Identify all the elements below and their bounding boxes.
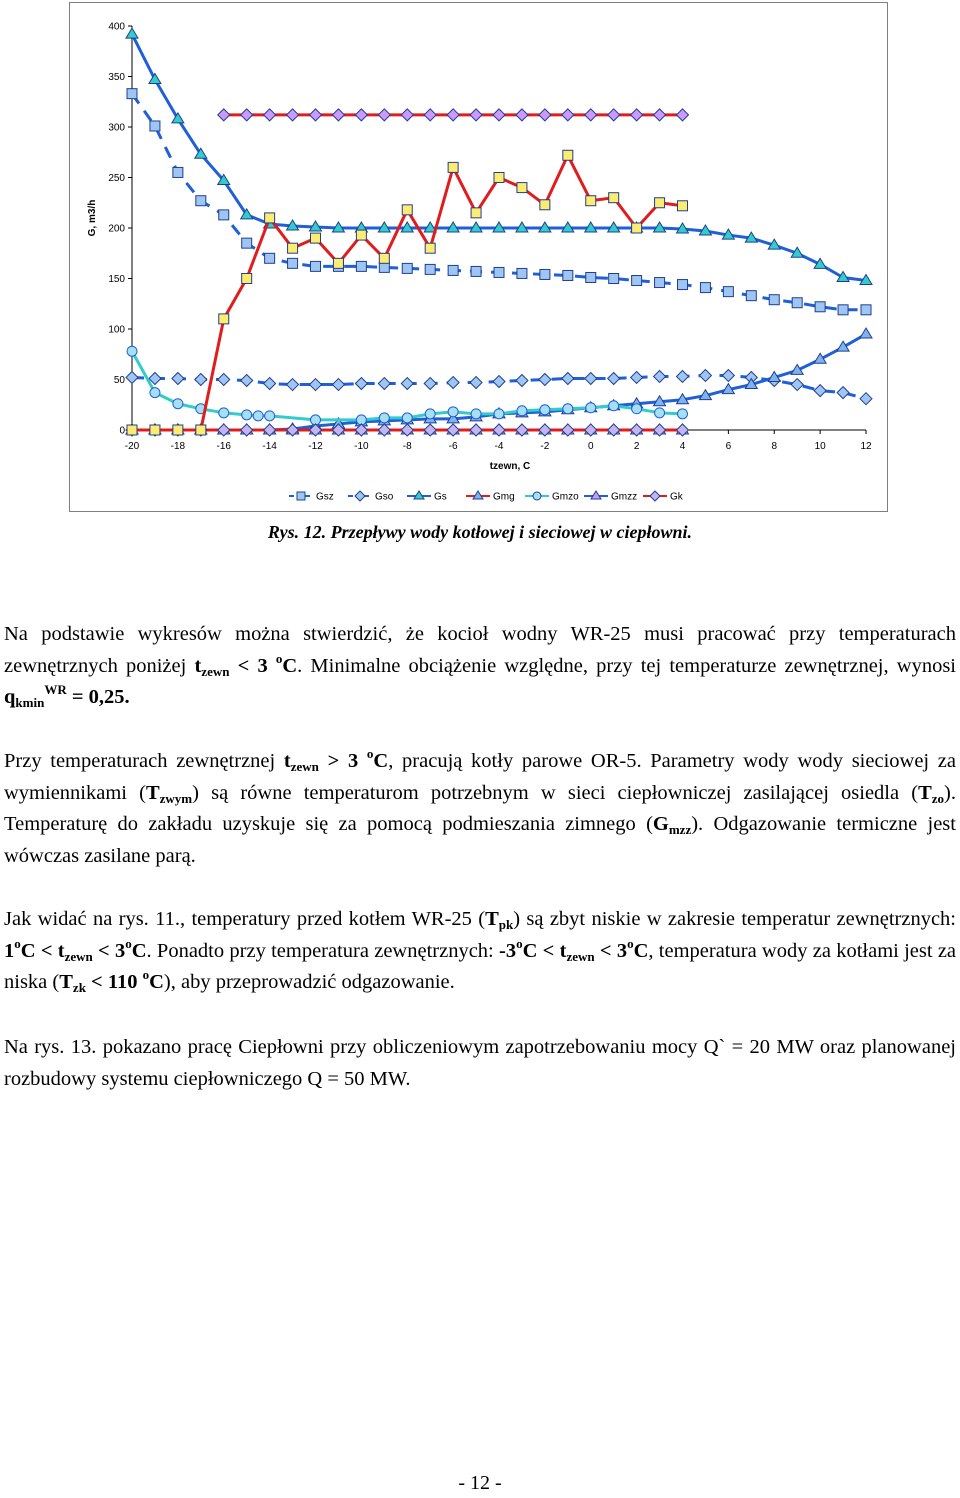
- data-point: [563, 404, 573, 414]
- data-point: [448, 265, 458, 275]
- data-point: [586, 403, 596, 413]
- data-point: [126, 371, 138, 383]
- data-point: [264, 109, 276, 121]
- data-point: [700, 283, 710, 293]
- data-point: [769, 295, 779, 305]
- x-tick-label: -2: [540, 441, 550, 452]
- data-point: [218, 109, 230, 121]
- y-tick-label: 0: [119, 425, 125, 437]
- x-tick-label: -8: [402, 441, 412, 452]
- data-point: [517, 268, 527, 278]
- legend-item-gmg: [466, 491, 515, 503]
- series-gs: [126, 28, 872, 284]
- data-point: [448, 407, 458, 417]
- data-point: [402, 205, 412, 215]
- data-point: [310, 109, 322, 121]
- legend-swatch-marker: [297, 492, 305, 500]
- data-point: [401, 109, 413, 121]
- data-point: [609, 193, 619, 203]
- data-point: [677, 109, 689, 121]
- data-point: [355, 378, 367, 390]
- data-point: [378, 378, 390, 390]
- data-point: [655, 198, 665, 208]
- data-point: [379, 262, 389, 272]
- series-gso: [126, 369, 872, 404]
- data-point: [379, 253, 389, 263]
- data-point: [196, 425, 206, 435]
- data-point: [172, 372, 184, 384]
- data-point: [195, 374, 207, 386]
- data-point: [242, 410, 252, 420]
- x-tick-label: 2: [633, 441, 640, 452]
- x-tick-label: 12: [860, 441, 872, 452]
- data-point: [356, 230, 366, 240]
- y-tick-label: 100: [108, 324, 125, 336]
- data-point: [517, 406, 527, 416]
- x-tick-label: -12: [308, 441, 323, 452]
- y-tick-label: 200: [108, 223, 125, 235]
- data-point: [471, 409, 481, 419]
- data-point: [402, 413, 412, 423]
- page-number: - 12 -: [458, 1472, 502, 1494]
- x-tick-label: -18: [170, 441, 186, 452]
- legend-label: Gso: [375, 491, 394, 503]
- data-point: [150, 425, 160, 435]
- data-point: [609, 401, 619, 411]
- data-point: [654, 109, 666, 121]
- data-point: [471, 266, 481, 276]
- data-point: [678, 409, 688, 419]
- data-point: [861, 305, 871, 315]
- data-point: [493, 376, 505, 388]
- data-point: [402, 263, 412, 273]
- data-point: [173, 425, 183, 435]
- data-point: [493, 109, 505, 121]
- legend-label: Gk: [670, 491, 683, 503]
- x-axis-title: tzewn, C: [489, 461, 531, 472]
- y-tick-label: 250: [108, 173, 125, 184]
- data-point: [288, 258, 298, 268]
- x-tick-label: -10: [354, 441, 369, 452]
- data-point: [448, 162, 458, 172]
- paragraph-2: Przy temperaturach zewnętrznej $t_{zewn} > 3$ $^o$C, pracują kotły parowe OR-5. Parametry wody wody sieciowej za wymiennikami $(T_{zwym})$ są równe temperaturom potrzebnym w sieci ciepłowniczej zasilającej osiedla $(T_{zo})$. Temperaturę do zakładu uzyskuje się za pomocą podmieszania zimnego $(G_{mzz})$. Odgazowanie termiczne jest wówczas zasilane parą.: [4, 746, 957, 867]
- paragraph-3: Jak widać na rys. 11., temperatury przed kotłem WR-25 $(T_{pk})$ są zbyt niskie w zakresie temperatur zewnętrznych: $1^oC < t_{zewn} < 3^oC$. Ponadto przy temperatura zewnętrznych: $-3^oC < t_{zewn} < 3^oC$, temperatura wody za kotłami jest za niska ($T_{zk} < 110$ $^o$C), aby przeprowadzić odgazowanie.: [4, 908, 957, 995]
- data-point: [563, 150, 573, 160]
- data-point: [746, 291, 756, 301]
- data-point: [494, 409, 504, 419]
- data-point: [539, 109, 551, 121]
- data-point: [677, 370, 689, 382]
- data-point: [792, 298, 802, 308]
- data-point: [265, 213, 275, 223]
- data-point: [379, 413, 389, 423]
- data-point: [837, 387, 849, 399]
- data-point: [264, 378, 276, 390]
- data-point: [149, 74, 161, 84]
- legend-item-gk: [643, 491, 684, 503]
- data-point: [655, 278, 665, 288]
- legend-item-gmzo: [525, 492, 579, 503]
- data-point: [424, 109, 436, 121]
- data-point: [540, 405, 550, 415]
- data-point: [563, 270, 573, 280]
- data-point: [470, 109, 482, 121]
- data-point: [287, 109, 299, 121]
- data-point: [631, 109, 643, 121]
- y-tick-label: 350: [108, 72, 125, 83]
- x-tick-label: -6: [448, 441, 458, 452]
- data-point: [173, 167, 183, 177]
- legend-item-gmzz: [584, 491, 637, 503]
- data-point: [494, 173, 504, 183]
- data-point: [425, 264, 435, 274]
- data-point: [219, 314, 229, 324]
- data-point: [311, 261, 321, 271]
- data-point: [332, 109, 344, 121]
- data-point: [127, 346, 137, 356]
- series-group: [126, 28, 872, 436]
- paragraph-4: Na rys. 13. pokazano pracę Ciepłowni przy obliczeniowym zapotrzebowaniu mocy Q` = 20 MW oraz planowanej rozbudowy systemu ciepłowniczego Q = 50 MW.: [4, 1036, 956, 1090]
- y-axis-title: G, m3/h: [87, 199, 98, 237]
- data-point: [585, 109, 597, 121]
- data-point: [860, 328, 872, 338]
- data-point: [562, 109, 574, 121]
- x-tick-label: 4: [679, 441, 686, 452]
- x-tick-label: 0: [587, 441, 594, 452]
- x-tick-label: 8: [771, 441, 778, 452]
- data-point: [678, 201, 688, 211]
- data-point: [655, 408, 665, 418]
- data-point: [447, 109, 459, 121]
- x-tick-label: -16: [216, 441, 231, 452]
- data-point: [424, 378, 436, 390]
- data-point: [814, 385, 826, 397]
- series-unlabeled-8: [218, 109, 689, 121]
- data-point: [540, 200, 550, 210]
- data-point: [401, 378, 413, 390]
- data-point: [838, 305, 848, 315]
- legend-label: Gmg: [493, 491, 515, 503]
- data-point: [288, 243, 298, 253]
- data-point: [471, 208, 481, 218]
- data-point: [632, 404, 642, 414]
- x-tick-label: -4: [494, 441, 504, 452]
- data-point: [311, 233, 321, 243]
- data-point: [586, 272, 596, 282]
- data-point: [539, 374, 551, 386]
- data-point: [127, 425, 137, 435]
- x-tick-label: 10: [814, 441, 826, 452]
- legend-label: Gs: [434, 491, 447, 503]
- data-point: [265, 411, 275, 421]
- data-point: [632, 223, 642, 233]
- data-point: [632, 276, 642, 286]
- data-point: [333, 258, 343, 268]
- legend: [289, 491, 684, 503]
- data-point: [218, 374, 230, 386]
- paragraph-1: Na podstawie wykresów można stwierdzić, że kocioł wodny WR-25 musi pracować przy temperaturach zewnętrznych poniżej $t_{zewn} < 3$ $^o$C. Minimalne obciążenie względne, przy tej temperaturze zewnętrznej, wynosi $q_{kmin}^{WR} = 0,25$.: [4, 623, 956, 710]
- legend-swatch-marker: [355, 491, 365, 501]
- legend-item-gsz: [289, 492, 334, 503]
- data-point: [241, 375, 253, 387]
- chart-frame: [69, 2, 888, 512]
- x-tick-label: -20: [124, 441, 140, 452]
- legend-swatch-marker: [650, 491, 660, 501]
- data-point: [516, 375, 528, 387]
- data-point: [219, 408, 229, 418]
- data-point: [355, 109, 367, 121]
- data-point: [516, 109, 528, 121]
- legend-item-gso: [348, 491, 394, 503]
- data-point: [494, 267, 504, 277]
- data-point: [609, 274, 619, 284]
- data-point: [196, 196, 206, 206]
- figure-caption: Rys. 12. Przepływy wody kotłowej i sieciowej w ciepłowni.: [267, 522, 693, 542]
- data-point: [127, 89, 137, 99]
- data-point: [287, 379, 299, 391]
- legend-swatch-marker: [533, 492, 541, 500]
- data-point: [356, 261, 366, 271]
- data-point: [253, 411, 263, 421]
- legend-label: Gsz: [316, 491, 334, 503]
- data-point: [585, 372, 597, 384]
- series-unlabeled-7: [127, 150, 688, 435]
- legend-label: Gmzz: [611, 491, 638, 503]
- data-point: [815, 302, 825, 312]
- data-point: [425, 243, 435, 253]
- data-point: [654, 370, 666, 382]
- data-point: [699, 369, 711, 381]
- series-gk: [126, 424, 689, 436]
- data-point: [378, 109, 390, 121]
- data-point: [242, 274, 252, 284]
- data-point: [332, 379, 344, 391]
- y-tick-label: 400: [108, 21, 125, 33]
- data-point: [150, 121, 160, 131]
- x-tick-label: 6: [725, 441, 732, 452]
- data-point: [425, 409, 435, 419]
- data-point: [860, 393, 872, 405]
- data-point: [241, 109, 253, 121]
- data-point: [470, 377, 482, 389]
- legend-label: Gmzo: [552, 491, 579, 503]
- data-point: [608, 109, 620, 121]
- y-tick-label: 50: [113, 375, 125, 386]
- data-point: [562, 372, 574, 384]
- y-tick-label: 300: [108, 122, 125, 134]
- data-point: [678, 280, 688, 290]
- data-point: [126, 28, 138, 38]
- data-point: [219, 210, 229, 220]
- data-point: [150, 388, 160, 398]
- data-point: [310, 379, 322, 391]
- data-point: [631, 371, 643, 383]
- data-point: [265, 253, 275, 263]
- data-point: [722, 369, 734, 381]
- legend-item-gs: [407, 491, 447, 503]
- x-tick-label: -14: [262, 441, 277, 452]
- data-point: [540, 269, 550, 279]
- y-tick-label: 150: [108, 274, 125, 285]
- data-point: [447, 377, 459, 389]
- data-point: [723, 287, 733, 297]
- data-point: [791, 379, 803, 391]
- data-point: [608, 372, 620, 384]
- flow-chart: [70, 3, 887, 511]
- data-point: [173, 399, 183, 409]
- data-point: [517, 183, 527, 193]
- data-point: [242, 238, 252, 248]
- data-point: [586, 196, 596, 206]
